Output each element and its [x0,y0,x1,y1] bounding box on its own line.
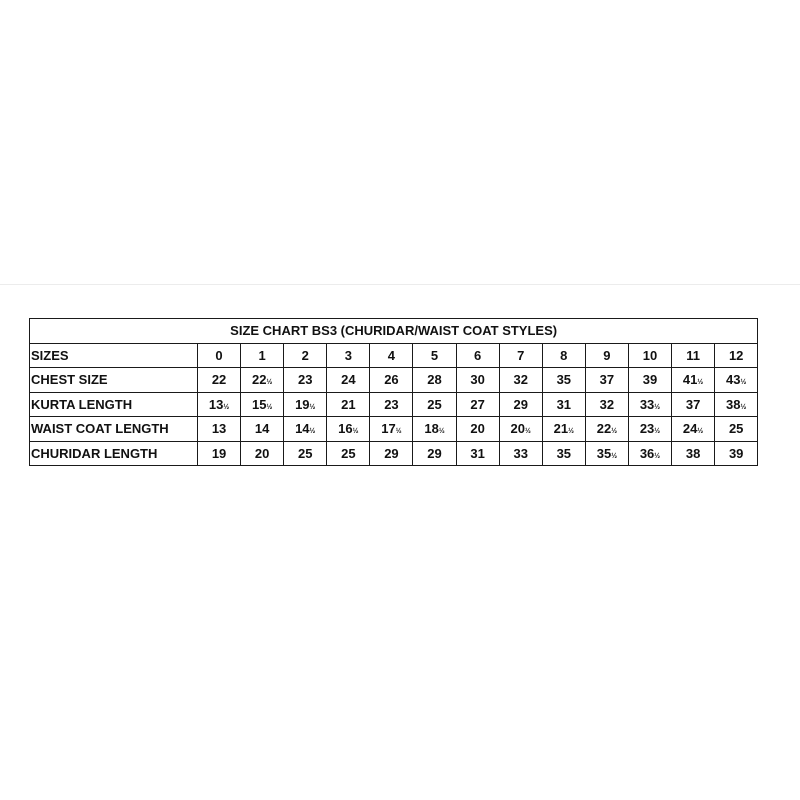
measurement-value: 33 [639,396,655,412]
measurement-cell [456,441,499,466]
measurement-value: 17 [381,421,396,437]
size-header-cell: 9 [585,343,628,368]
measurement-cell [370,392,413,417]
measurement-value: 36 [639,445,655,461]
measurement-cell [585,417,628,442]
measurement-cell [327,441,370,466]
measurement-value: 37 [599,372,615,388]
measurement-cell [413,392,456,417]
measurement-cell [542,392,585,417]
size-header-cell: 0 [198,343,241,368]
measurement-value: 18 [424,421,439,437]
measurement-value: 20 [510,421,526,437]
measurement-cell [542,368,585,393]
measurement-value: 20 [254,445,270,461]
row-label: CHEST SIZE [30,368,198,393]
measurement-cell [456,417,499,442]
measurement-value: 35 [556,372,572,388]
measurement-cell [456,368,499,393]
measurement-value: 27 [470,396,485,412]
measurement-value: 31 [470,445,485,461]
row-label-sizes: SIZES [30,343,198,368]
measurement-fraction: ½ [525,428,531,436]
measurement-cell [672,368,715,393]
measurement-fraction: ½ [223,403,230,411]
measurement-cell [715,392,758,417]
measurement-value: 21 [553,421,569,437]
measurement-cell [715,417,758,442]
measurement-value: 14 [254,421,270,437]
measurement-fraction: ½ [352,428,359,436]
measurement-fraction: ½ [309,403,316,411]
row-label: CHURIDAR LENGTH [30,441,198,466]
measurement-cell [198,368,241,393]
measurement-value: 41 [682,372,698,388]
measurement-value: 38 [685,445,701,461]
size-header-cell: 2 [284,343,327,368]
measurement-cell [241,417,284,442]
measurement-value: 35 [596,445,612,461]
measurement-value: 15 [251,396,267,412]
measurement-fraction: ½ [611,452,618,460]
measurement-value: 25 [728,421,744,437]
measurement-value: 35 [556,445,572,461]
measurement-fraction: ½ [740,403,747,411]
measurement-value: 25 [341,445,356,461]
measurement-value: 22 [211,372,227,388]
measurement-value: 31 [556,396,572,412]
measurement-cell [413,368,456,393]
measurement-cell [585,368,628,393]
measurement-fraction: ½ [611,428,618,436]
measurement-cell [198,392,241,417]
measurement-value: 24 [341,372,356,388]
measurement-fraction: ½ [266,379,273,387]
size-header-cell: 4 [370,343,413,368]
measurement-value: 26 [384,372,399,388]
measurement-value: 29 [384,445,399,461]
size-header-cell: 11 [672,343,715,368]
measurement-value: 33 [513,445,528,461]
measurement-value: 32 [513,372,528,388]
measurement-cell [672,392,715,417]
measurement-fraction: ½ [697,379,704,387]
measurement-cell [370,417,413,442]
measurement-fraction: ½ [395,428,402,436]
measurement-cell [628,417,671,442]
measurement-cell [499,392,542,417]
measurement-cell [542,417,585,442]
measurement-value: 23 [298,372,313,388]
measurement-value: 23 [384,396,399,412]
size-header-cell: 10 [628,343,671,368]
measurement-cell [456,392,499,417]
size-chart-table [29,318,758,466]
title-row [30,319,758,344]
measurement-value: 20 [470,421,485,437]
measurement-value: 13 [208,396,224,412]
measurement-fraction: ½ [438,428,445,436]
measurement-cell [542,441,585,466]
measurement-value: 22 [596,421,612,437]
row-label: WAIST COAT LENGTH [30,417,198,442]
measurement-value: 23 [639,421,655,437]
measurement-cell [585,441,628,466]
measurement-fraction: ½ [654,403,661,411]
measurement-cell [628,368,671,393]
measurement-cell [413,441,456,466]
measurement-row [30,441,758,466]
size-header-cell: 3 [327,343,370,368]
measurement-value: 25 [298,445,313,461]
measurement-cell [628,441,671,466]
size-header-cell: 1 [241,343,284,368]
measurement-cell [715,368,758,393]
measurement-cell [715,441,758,466]
measurement-fraction: ½ [266,403,273,411]
measurement-row [30,368,758,393]
measurement-value: 32 [599,396,615,412]
measurement-value: 38 [726,396,741,412]
measurement-value: 16 [338,421,353,437]
measurement-fraction: ½ [740,379,747,387]
measurement-value: 28 [427,372,442,388]
measurement-cell [672,441,715,466]
measurement-value: 43 [726,372,741,388]
measurement-fraction: ½ [697,428,704,436]
section-divider [0,284,800,285]
measurement-value: 13 [211,421,227,437]
measurement-cell [585,392,628,417]
size-header-cell: 7 [499,343,542,368]
chart-title: SIZE CHART BS3 (CHURIDAR/WAIST COAT STYLES) [30,319,758,344]
measurement-value: 25 [427,396,442,412]
measurement-cell [672,417,715,442]
measurement-value: 19 [211,445,227,461]
measurement-cell [499,441,542,466]
measurement-cell [284,392,327,417]
measurement-row [30,417,758,442]
measurement-cell [327,417,370,442]
measurement-cell [499,417,542,442]
size-header-cell: 8 [542,343,585,368]
size-header-cell: 6 [456,343,499,368]
measurement-cell [499,368,542,393]
measurement-cell [413,417,456,442]
measurement-fraction: ½ [654,428,661,436]
measurement-value: 14 [295,421,310,437]
measurement-value: 39 [728,445,744,461]
size-header-cell: 12 [715,343,758,368]
measurement-cell [198,441,241,466]
measurement-value: 21 [341,396,356,412]
measurement-value: 39 [642,372,658,388]
measurement-cell [198,417,241,442]
measurement-value: 19 [295,396,310,412]
measurement-row [30,392,758,417]
measurement-cell [628,392,671,417]
measurement-cell [284,417,327,442]
measurement-cell [241,368,284,393]
measurement-value: 37 [685,396,701,412]
measurement-value: 22 [251,372,267,388]
measurement-cell [241,392,284,417]
measurement-value: 29 [513,396,528,412]
measurement-fraction: ½ [654,452,661,460]
measurement-cell [327,368,370,393]
measurement-cell [241,441,284,466]
measurement-value: 24 [682,421,698,437]
measurement-fraction: ½ [309,428,316,436]
measurement-value: 29 [427,445,442,461]
chart-body [30,343,758,466]
size-header-cell: 5 [413,343,456,368]
measurement-cell [327,392,370,417]
measurement-cell [370,368,413,393]
measurement-cell [284,441,327,466]
measurement-cell [370,441,413,466]
sizes-header-row [30,343,758,368]
measurement-value: 30 [470,372,485,388]
row-label: KURTA LENGTH [30,392,198,417]
measurement-cell [284,368,327,393]
measurement-fraction: ½ [568,428,574,436]
